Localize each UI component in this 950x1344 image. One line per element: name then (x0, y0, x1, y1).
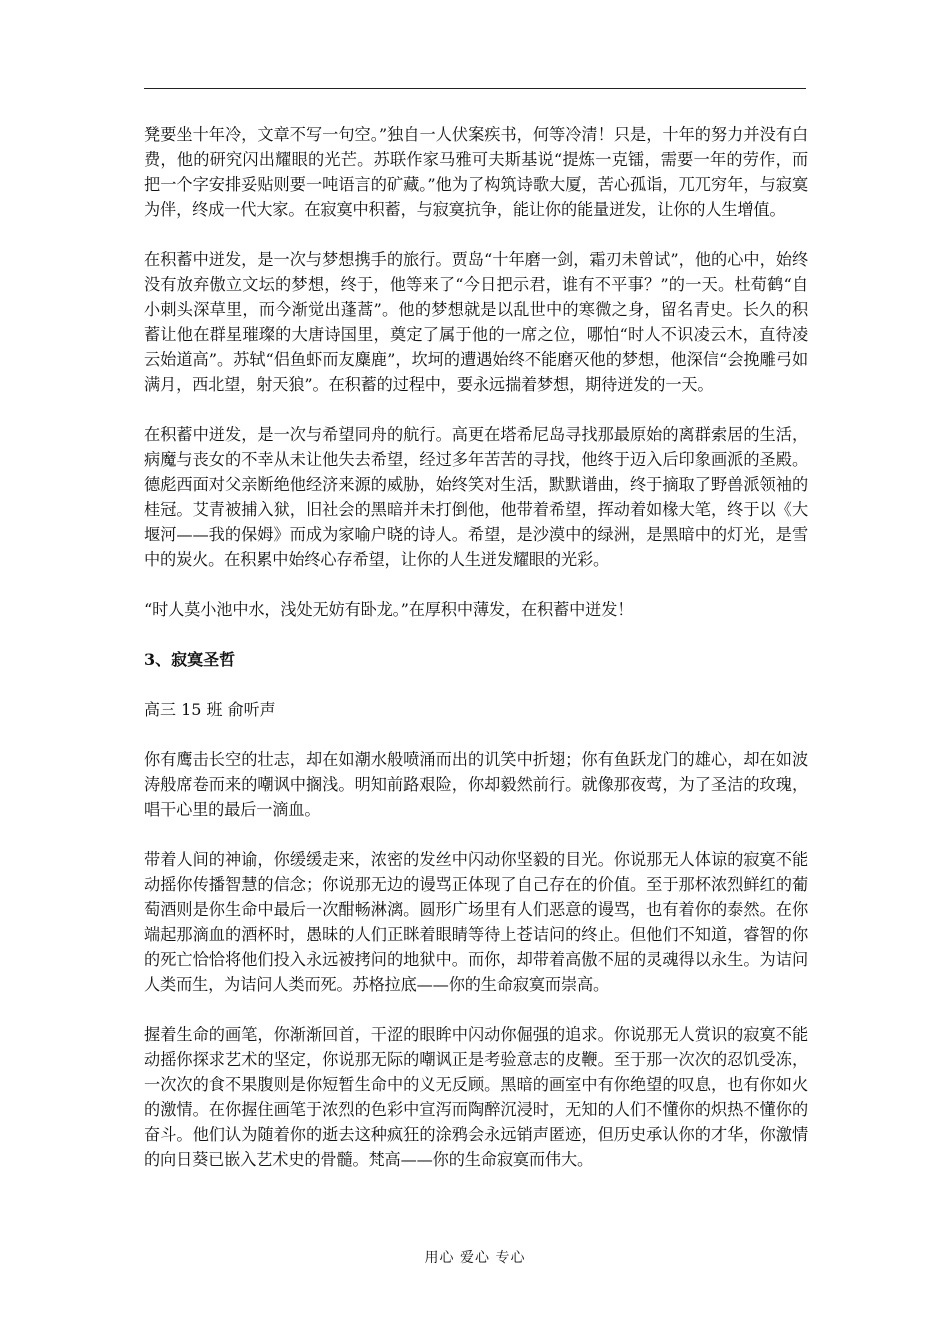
section-heading: 3、寂寞圣哲 (144, 650, 236, 669)
paragraph-study-perseverance: 凳要坐十年冷，文章不写一句空。”独自一人伏案疾书，何等冷清！只是，十年的努力并没有白费，他的研究闪出耀眼的光芒。苏联作家马雅可夫斯基说“提炼一克镭，需要一年的劳作，而把一个字安排妥贴则要一吨语言的矿藏。”他为了构筑诗歌大厦，苦心孤诣，兀兀穷年，与寂寞为伴，终成一代大家。在寂寞中积蓄，与寂寞抗争，能让你的能量迸发，让你的人生增值。 (144, 125, 808, 219)
page-footer: 用心 爱心 专心 (424, 1250, 526, 1266)
paragraph-socrates: 带着人间的神谕，你缓缓走来，浓密的发丝中闪动你坚毅的目光。你说那无人体谅的寂寞不能动摇你传播智慧的信念；你说那无边的谩骂正体现了自己存在的价值。至于那杯浓烈鲜红的葡萄酒则是你生命中最后一次酣畅淋漓。圆形广场里有人们恶意的谩骂，也有着你的泰然。在你端起那滴血的酒杯时，愚昧的人们正眯着眼睛等待上苍诘问的终止。但他们不知道，睿智的你的死亡恰恰将他们投入永远被拷问的地狱中。而你，却带着高傲不屈的灵魂得以永生。为诘问人类而生，为诘问人类而死。苏格拉底——你的生命寂寞而崇高。 (144, 850, 808, 994)
paragraph-closing-quote: “时人莫小池中水，浅处无妨有卧龙。”在厚积中薄发，在积蓄中迸发！ (144, 600, 634, 619)
document-body (144, 122, 808, 1172)
header-rule (144, 88, 806, 89)
paragraph-dream-journey: 在积蓄中迸发，是一次与梦想携手的旅行。贾岛“十年磨一剑，霜刃未曾试”，他的心中，始终没有放弃傲立文坛的梦想，终于，他等来了“今日把示君，谁有不平事？”的一天。杜荀鹤“自小刺头深草里，而今渐觉出蓬蒿”。他的梦想就是以乱世中的寒微之身，留名青史。长久的积蓄让他在群星璀璨的大唐诗国里，奠定了属于他的一席之位，哪怕“时人不识凌云木，直待凌云始道高”。苏轼“侣鱼虾而友麋鹿”，坎坷的遭遇始终不能磨灭他的梦想，他深信“会挽雕弓如满月，西北望，射天狼”。在积蓄的过程中，要永远揣着梦想，期待迸发的一天。 (144, 250, 808, 394)
paragraph-van-gogh: 握着生命的画笔，你渐渐回首，干涩的眼眸中闪动你倔强的追求。你说那无人赏识的寂寞不能动摇你探求艺术的坚定，你说那无际的嘲讽正是考验意志的皮鞭。至于那一次次的忍饥受冻，一次次的食不果腹则是你短暂生命中的义无反顾。黑暗的画室中有你绝望的叹息，也有你如火的激情。在你握住画笔于浓烈的色彩中宣泻而陶醉沉浸时，无知的人们不懂你的炽热不懂你的奋斗。他们认为随着你的逝去这种疯狂的涂鸦会永远销声匿迹，但历史承认你的才华，你激情的向日葵已嵌入艺术史的骨髓。梵高——你的生命寂寞而伟大。 (144, 1025, 808, 1169)
author-line: 高三 15 班 俞听声 (144, 700, 276, 719)
paragraph-intro-ambition: 你有鹰击长空的壮志，却在如潮水般喷涌而出的讥笑中折翅；你有鱼跃龙门的雄心，却在如波涛般席卷而来的嘲讽中搁浅。明知前路艰险，你却毅然前行。就像那夜莺，为了圣洁的玫瑰，唱干心里的最后一滴血。 (144, 750, 808, 819)
paragraph-hope-voyage: 在积蓄中迸发，是一次与希望同舟的航行。高更在塔希尼岛寻找那最原始的离群索居的生活，病魔与丧女的不幸从未让他失去希望，经过多年苦苦的寻找，他终于迈入后印象画派的圣殿。德彪西面对父亲断绝他经济来源的威胁，始终笑对生活，默默谱曲，终于摘取了野兽派领袖的桂冠。艾青被捕入狱，旧社会的黑暗并未打倒他，他带着希望，挥动着如椽大笔，终于以《大堰河——我的保姆》而成为家喻户晓的诗人。希望，是沙漠中的绿洲，是黑暗中的灯光，是雪中的炭火。在积累中始终心存希望，让你的人生迸发耀眼的光彩。 (144, 425, 808, 569)
